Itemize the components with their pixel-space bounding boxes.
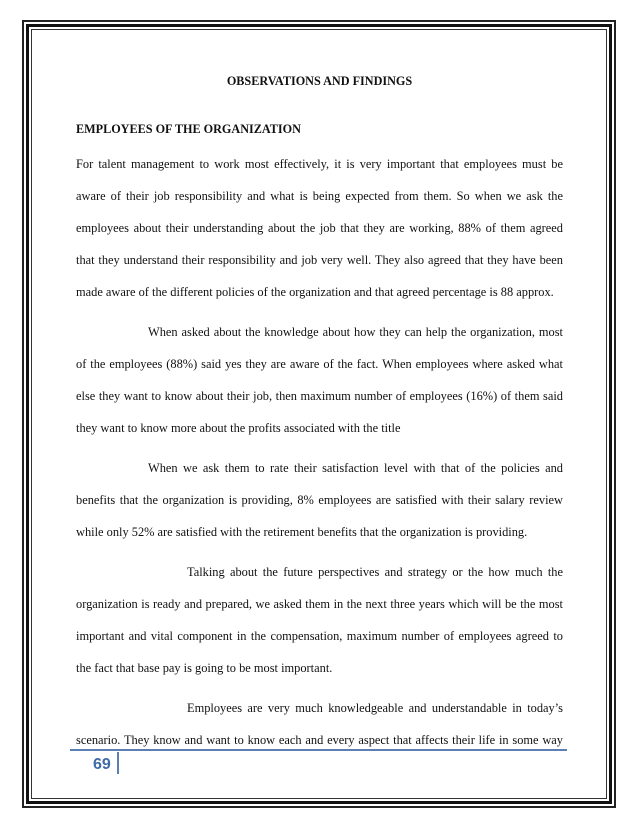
paragraph-3-line-1: When we ask them to rate their satisfaction level with that of the policies and: [148, 461, 563, 475]
paragraph-4-line-3: important and vital component in the compensation, maximum number of employees agreed to: [76, 629, 563, 643]
paragraph-5-line-2: scenario. They know and want to know each and every aspect that affects their life in some way: [76, 733, 563, 747]
document-title: OBSERVATIONS AND FINDINGS: [226, 74, 413, 88]
paragraph-1-line-1: For talent management to work most effectively, it is very important that employees must be: [76, 157, 563, 171]
paragraph-4-line-2: organization is ready and prepared, we asked them in the next three years which will be the most: [76, 597, 563, 611]
page-number: 69: [93, 756, 111, 773]
paragraph-1-line-3: employees about their understanding about the job that they are working, 88% of them agreed: [76, 221, 563, 235]
paragraph-4-line-4: the fact that base pay is going to be most important.: [76, 661, 333, 675]
paragraph-3-line-2: benefits that the organization is providing, 8% employees are satisfied with their salary review: [76, 493, 563, 507]
footer-rule: [70, 749, 567, 751]
paragraph-2-line-2: of the employees (88%) said yes they are aware of the fact. When employees where asked what: [76, 357, 563, 371]
paragraph-1-line-5: made aware of the different policies of the organization and that agreed percentage is 88 approx.: [76, 285, 554, 299]
paragraph-1-line-4: that they understand their responsibility and job very well. They also agreed that they have been: [76, 253, 563, 267]
page-number-divider: [117, 752, 119, 774]
paragraph-2-line-1: When asked about the knowledge about how they can help the organization, most: [148, 325, 563, 339]
paragraph-4-line-1: Talking about the future perspectives and strategy or the how much the: [187, 565, 563, 579]
paragraph-2-line-4: they want to know more about the profits associated with the title: [76, 421, 401, 435]
page-border-inner: [31, 29, 607, 799]
paragraph-1-line-2: aware of their job responsibility and what is being expected from them. So when we ask the: [76, 189, 563, 203]
section-heading: EMPLOYEES OF THE ORGANIZATION: [76, 122, 301, 136]
paragraph-2-line-3: else they want to know about their job, then maximum number of employees (16%) of them said: [76, 389, 563, 403]
paragraph-5-line-1: Employees are very much knowledgeable and understandable in today’s: [187, 701, 563, 715]
paragraph-3-line-3: while only 52% are satisfied with the retirement benefits that the organization is providing.: [76, 525, 528, 539]
